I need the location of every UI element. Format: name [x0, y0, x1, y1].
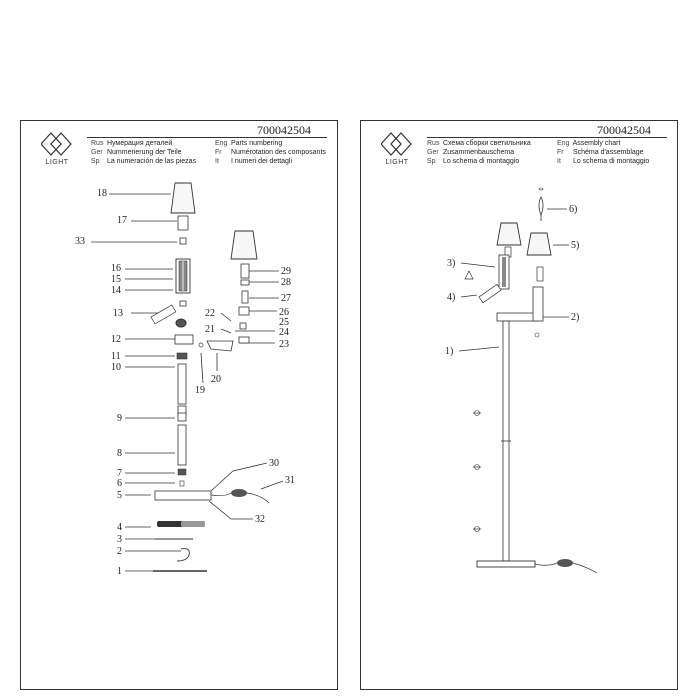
part-number: 25: [279, 317, 289, 328]
part-number: 2: [117, 546, 122, 557]
product-code: 700042504: [257, 123, 311, 137]
part-number: 9: [117, 413, 122, 424]
part-number: 28: [281, 277, 291, 288]
part-number: 1: [117, 566, 122, 577]
product-code: 700042504: [597, 123, 651, 137]
part-number: 11: [111, 351, 121, 362]
logo-text: LIGHT: [385, 159, 409, 166]
part-number: 8: [117, 448, 122, 459]
part-number: 26: [279, 307, 289, 318]
part-number: 30: [269, 458, 279, 469]
assembly-step-label: 1): [445, 346, 454, 357]
header-ger: Ger Nummerierung der Teile: [91, 149, 182, 156]
assembly-drawing: [361, 121, 677, 689]
part-number: 16: [111, 263, 121, 274]
header-sp: Sp Lo schema di montaggio: [427, 158, 520, 165]
header-fr: Fr Numérotation des composants: [215, 149, 326, 156]
header-eng: Eng Assembly chart: [557, 140, 621, 147]
part-number: 33: [75, 236, 85, 247]
part-number: 31: [285, 475, 295, 486]
part-number: 24: [279, 327, 289, 338]
assembly-step-label: 4): [447, 292, 456, 303]
assembly-step-label: 5): [571, 240, 580, 251]
part-number: 17: [117, 215, 127, 226]
part-number: 18: [97, 188, 107, 199]
part-number: 14: [111, 285, 121, 296]
part-number: 5: [117, 490, 122, 501]
part-number: 22: [205, 308, 215, 319]
assembly-step-label: 3): [447, 258, 456, 269]
header-rus: Rus Нумерация деталей: [91, 140, 173, 147]
part-number: 20: [211, 374, 221, 385]
part-number: 27: [281, 293, 291, 304]
exploded-view-svg: [21, 121, 337, 689]
part-number: 10: [111, 362, 121, 373]
part-number: 32: [255, 514, 265, 525]
header-it: It I numeri dei dettagli: [215, 158, 293, 165]
part-number: 7: [117, 468, 122, 479]
part-number: 21: [205, 324, 215, 335]
part-number: 23: [279, 339, 289, 350]
parts-numbering-sheet: [20, 120, 338, 690]
header-fr: Fr Schéma d'assemblage: [557, 149, 644, 156]
part-number: 29: [281, 266, 291, 277]
part-number: 3: [117, 534, 122, 545]
header-rus: Rus Схема сборки светильника: [427, 140, 531, 147]
part-number: 6: [117, 478, 122, 489]
assembly-step-label: 6): [569, 204, 578, 215]
exploded-parts-drawing: [21, 121, 337, 689]
header-ger: Ger Zusammenbauschema: [427, 149, 515, 156]
part-number: 19: [195, 385, 205, 396]
assembly-view-svg: [361, 121, 677, 689]
logo-text: LIGHT: [45, 159, 69, 166]
header-it: It Lo schema di montaggio: [557, 158, 650, 165]
part-number: 15: [111, 274, 121, 285]
part-number: 4: [117, 522, 122, 533]
part-number: 12: [111, 334, 121, 345]
assembly-step-label: 2): [571, 312, 580, 323]
header-sp: Sp La numeración de las piezas: [91, 158, 197, 165]
assembly-chart-sheet: [360, 120, 678, 690]
part-number: 13: [113, 308, 123, 319]
header-eng: Eng Parts numbering: [215, 140, 283, 147]
